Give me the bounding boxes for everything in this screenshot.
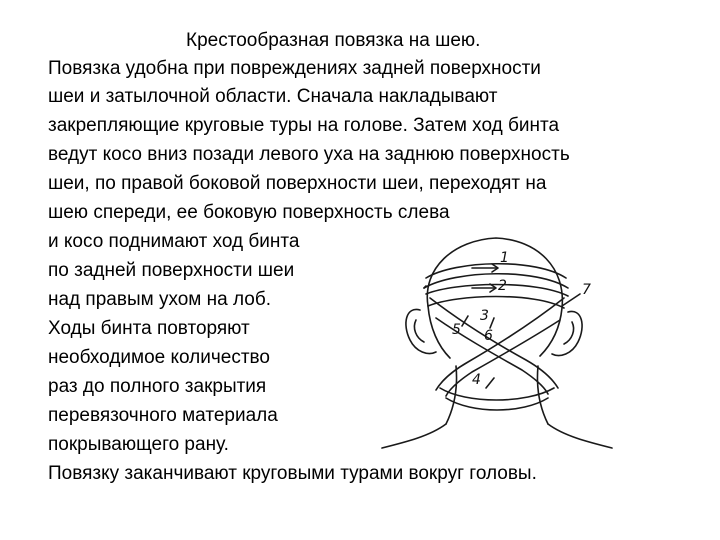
shoulders-outline xyxy=(382,424,446,448)
text-line: Повязка удобна при повреждениях задней поверхности xyxy=(48,58,541,79)
text-line: и косо поднимают ход бинта xyxy=(48,231,300,252)
text-line: по задней поверхности шеи xyxy=(48,260,295,281)
bandage-neck-wrap xyxy=(440,388,554,400)
figure-number-1: 1 xyxy=(500,250,509,266)
right-ear xyxy=(552,311,582,355)
figure-number-2: 2 xyxy=(498,278,507,294)
text-line: ведут косо вниз позади левого уха на заднюю поверхность xyxy=(48,144,570,165)
text-line: раз до полного закрытия xyxy=(48,376,267,397)
figure-number-6: 6 xyxy=(484,328,493,344)
text-line: шеи и затылочной области. Сначала накладывают xyxy=(48,86,498,107)
text-line: шеи, по правой боковой поверхности шеи, переходят на xyxy=(48,173,547,194)
text-line: необходимое количество xyxy=(48,347,270,368)
text-line: перевязочного материала xyxy=(48,405,278,426)
left-ear xyxy=(406,309,436,353)
text-line: покрывающего рану. xyxy=(48,434,229,455)
figure-number-3: 3 xyxy=(480,308,489,324)
head-neck-drawing xyxy=(376,228,616,468)
page-title: Крестообразная повязка на шею. xyxy=(186,30,481,51)
text-line: над правым ухом на лоб. xyxy=(48,289,271,310)
text-line: Ходы бинта повторяют xyxy=(48,318,250,339)
figure-number-7: 7 xyxy=(582,282,591,298)
bandage-illustration xyxy=(376,228,616,468)
bandage-diagonal-2 xyxy=(436,298,564,390)
text-line: закрепляющие круговые туры на голове. Затем ход бинта xyxy=(48,115,560,136)
text-line: Повязку заканчивают круговыми турами вокруг головы. xyxy=(48,463,537,484)
text-line: шею спереди, ее боковую поверхность слева xyxy=(48,202,450,223)
figure-number-4: 4 xyxy=(472,372,481,388)
bandage-turn-2 xyxy=(426,285,568,297)
figure-number-5: 5 xyxy=(452,322,461,338)
